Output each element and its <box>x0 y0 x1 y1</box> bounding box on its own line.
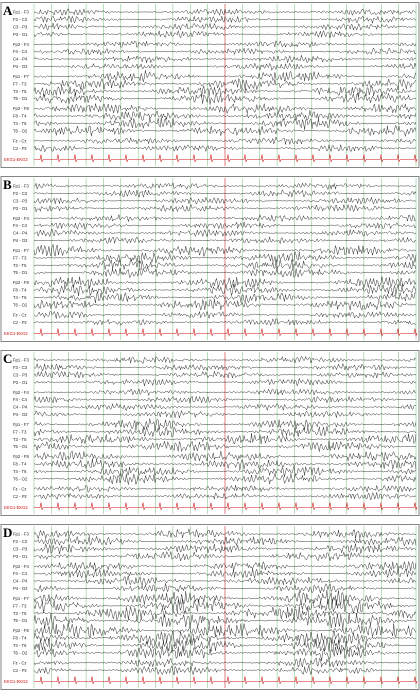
panel-letter: D <box>3 525 13 540</box>
channel-label: Fp2 - F8 <box>13 106 29 112</box>
time-grid <box>34 526 416 688</box>
channel-label: Fz - Cz <box>13 660 27 666</box>
channel-label: T3 - T5 <box>13 88 27 94</box>
eeg-panel-a <box>0 2 420 168</box>
channel-label: P3 - O1 <box>13 553 28 559</box>
ecg-label: EKG1-EKG2 <box>4 331 28 337</box>
channel-label: P4 - O2 <box>13 238 28 243</box>
channel-label: Fp2 - F4 <box>13 389 29 395</box>
channel-label: Fp2 - F8 <box>13 280 29 286</box>
ecg-label: EKG1-EKG2 <box>4 679 28 685</box>
channel-label: F7 - T3 <box>13 81 27 87</box>
channel-label: P3 - O1 <box>13 379 28 385</box>
channel-label: Fp2 - F4 <box>13 563 29 569</box>
channel-label: Fp1 - F3 <box>13 531 29 537</box>
channel-label: F8 - T4 <box>13 635 27 641</box>
channel-label: F4 - C4 <box>13 571 27 577</box>
ecg-label: EKG1-EKG2 <box>4 157 28 163</box>
channel-label: Fp2 - F4 <box>13 215 29 221</box>
channel-label: Fp1 - F7 <box>13 74 29 79</box>
channel-label: Fz - Cz <box>13 486 27 492</box>
channel-label: T6 - O2 <box>13 476 28 482</box>
channel-label: T5 - O1 <box>13 444 28 450</box>
channel-label: T3 - T5 <box>13 262 27 268</box>
ecg-trace <box>34 155 417 162</box>
ecg-trace <box>34 329 417 336</box>
time-grid <box>34 352 416 514</box>
panel-letter: B <box>3 177 12 192</box>
channel-label: F7 - T3 <box>13 255 27 261</box>
channel-label: F7 - T3 <box>13 603 27 609</box>
channel-label: Fp1 - F7 <box>13 248 29 253</box>
channel-label: Fz - Cz <box>13 312 27 318</box>
eeg-panel-b <box>0 176 420 342</box>
channel-label: Fp1 - F7 <box>13 422 29 427</box>
channel-label: Cz - Pz <box>13 145 27 151</box>
channel-label: F4 - C4 <box>13 49 27 55</box>
panel-frame <box>1 177 419 342</box>
panel-letter: A <box>3 3 13 18</box>
channel-label: F8 - T4 <box>13 287 27 293</box>
channel-label: Cz - Pz <box>13 667 27 673</box>
channel-label: T4 - T6 <box>13 121 27 126</box>
channel-label: F3 - C3 <box>13 539 27 544</box>
channel-label: T6 - O2 <box>13 650 28 656</box>
channel-label: C4 - P4 <box>13 404 28 410</box>
channel-label: P3 - O1 <box>13 31 28 37</box>
channel-label: P3 - O1 <box>13 205 28 211</box>
channel-label: T6 - O2 <box>13 128 28 134</box>
channel-label: C4 - P4 <box>13 578 28 584</box>
channel-label: C3 - P3 <box>13 198 28 204</box>
channel-label: F4 - C4 <box>13 223 27 229</box>
channel-label: T4 - T6 <box>13 469 27 474</box>
channel-label: C3 - P3 <box>13 546 28 552</box>
channel-label: F3 - C3 <box>13 191 27 196</box>
channel-label: Fp2 - F8 <box>13 454 29 460</box>
ecg-trace <box>34 677 417 684</box>
channel-label: Fp1 - F3 <box>13 183 29 189</box>
channel-label: F8 - T4 <box>13 113 27 119</box>
channel-label: T3 - T5 <box>13 436 27 442</box>
channel-label: T4 - T6 <box>13 643 27 648</box>
channel-label: P4 - O2 <box>13 64 28 69</box>
channel-label: Fp2 - F8 <box>13 628 29 634</box>
channel-label: Cz - Pz <box>13 493 27 499</box>
channel-label: C3 - P3 <box>13 372 28 378</box>
channel-label: Cz - Pz <box>13 319 27 325</box>
channel-label: Fp1 - F7 <box>13 596 29 601</box>
channel-label: F3 - C3 <box>13 365 27 370</box>
channel-label: T6 - O2 <box>13 302 28 308</box>
channel-label: F4 - C4 <box>13 397 27 403</box>
channel-label: T3 - T5 <box>13 610 27 616</box>
channel-label: T5 - O1 <box>13 96 28 102</box>
channel-label: F7 - T3 <box>13 429 27 435</box>
eeg-panel-c <box>0 350 420 516</box>
channel-label: F8 - T4 <box>13 461 27 467</box>
eeg-panel-d <box>0 524 420 690</box>
ecg-trace <box>34 503 417 510</box>
channel-label: C4 - P4 <box>13 56 28 62</box>
channel-label: C4 - P4 <box>13 230 28 236</box>
channel-label: C3 - P3 <box>13 24 28 30</box>
ecg-label: EKG1-EKG2 <box>4 505 28 511</box>
channel-label: F3 - C3 <box>13 17 27 22</box>
panel-letter: C <box>3 351 13 366</box>
channel-label: T5 - O1 <box>13 618 28 624</box>
channel-label: T5 - O1 <box>13 270 28 276</box>
channel-label: Fp2 - F4 <box>13 41 29 47</box>
channel-label: Fz - Cz <box>13 138 27 144</box>
channel-label: P4 - O2 <box>13 412 28 417</box>
channel-label: P4 - O2 <box>13 586 28 591</box>
channel-label: Fp1 - F3 <box>13 357 29 363</box>
channel-label: T4 - T6 <box>13 295 27 300</box>
channel-label: Fp1 - F3 <box>13 9 29 15</box>
